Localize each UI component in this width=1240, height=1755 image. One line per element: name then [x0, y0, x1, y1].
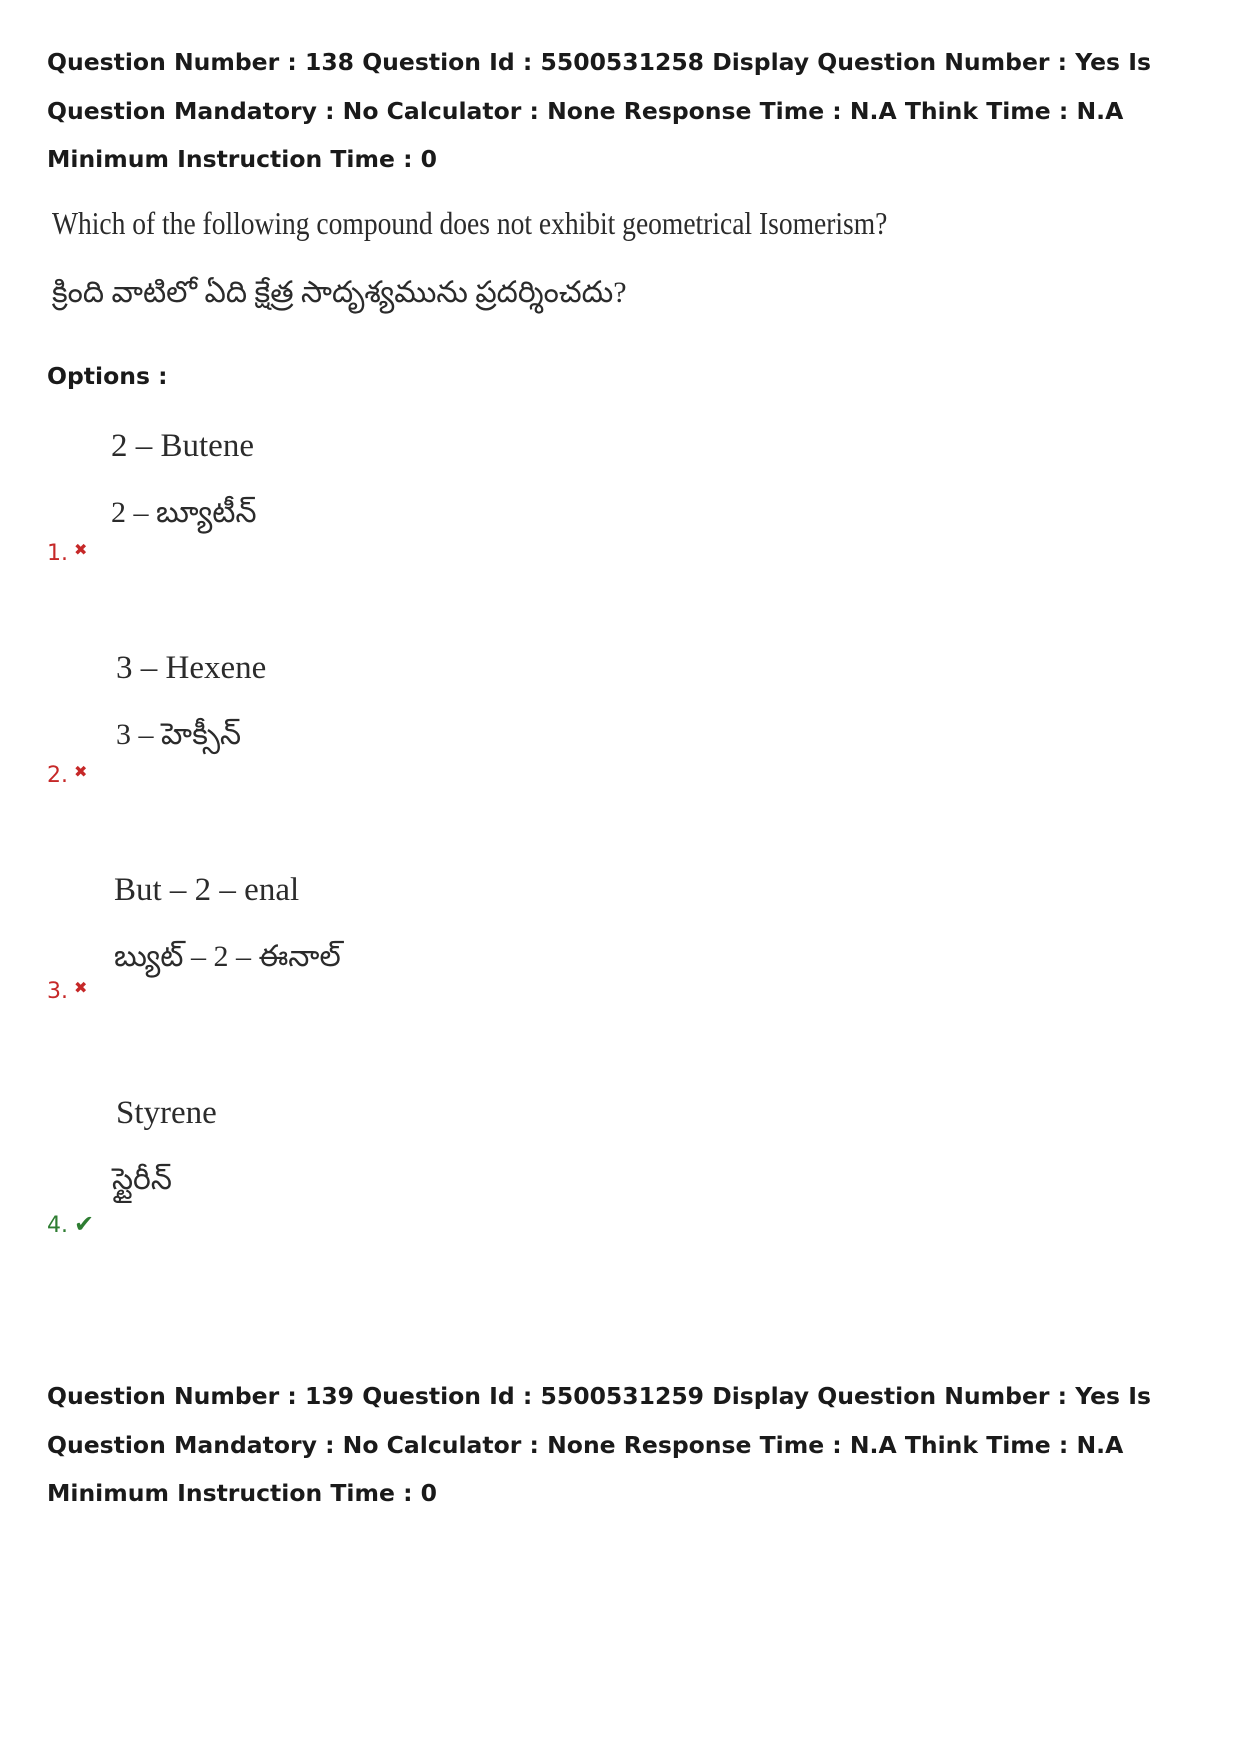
- option-1-number: 1.: [47, 541, 68, 566]
- option-4-number: 4.: [47, 1213, 68, 1238]
- options-label: Options :: [47, 362, 168, 390]
- option-3-english: But – 2 – enal: [114, 872, 300, 908]
- option-4-marker: [47, 1210, 94, 1238]
- question-meta-138: Question Number : 138 Question Id : 5500531258 Display Question Number : Yes Is Question Mandatory : No Calculator : None Response Time : N.A Think Time : N.A Minimum Instruction Time : 0: [47, 48, 1151, 173]
- option-2-english: 3 – Hexene: [116, 650, 267, 686]
- option-1-english: 2 – Butene: [111, 428, 254, 464]
- question-text-english: Which of the following compound does not exhibit geometrical Isomerism?: [52, 205, 888, 241]
- option-3-telugu: బ్యుట్ – 2 – ఈనాల్: [114, 940, 341, 973]
- option-2-marker: [47, 762, 87, 788]
- option-3-marker: [47, 978, 87, 1004]
- option-4-telugu: స్టైరీన్: [112, 1163, 172, 1196]
- wrong-mark-icon: ✖: [74, 762, 88, 781]
- option-2-telugu: 3 – హెక్సీన్: [116, 718, 242, 751]
- question-meta-139: Question Number : 139 Question Id : 5500531259 Display Question Number : Yes Is Question Mandatory : No Calculator : None Response Time : N.A Think Time : N.A Minimum Instruction Time : 0: [47, 1382, 1151, 1507]
- wrong-mark-icon: ✖: [74, 978, 88, 997]
- question-text-telugu: క్రింది వాటిలో ఏది క్షేత్ర సాదృశ్యమును ప్రదర్శించదు?: [52, 276, 627, 309]
- option-2-number: 2.: [47, 763, 68, 788]
- option-1-marker: [47, 540, 87, 566]
- wrong-mark-icon: ✖: [74, 540, 88, 559]
- correct-check-icon: ✔: [74, 1210, 95, 1238]
- option-3-number: 3.: [47, 979, 68, 1004]
- option-1-telugu: 2 – బ్యూటీన్: [111, 496, 257, 529]
- option-4-english: Styrene: [116, 1095, 217, 1131]
